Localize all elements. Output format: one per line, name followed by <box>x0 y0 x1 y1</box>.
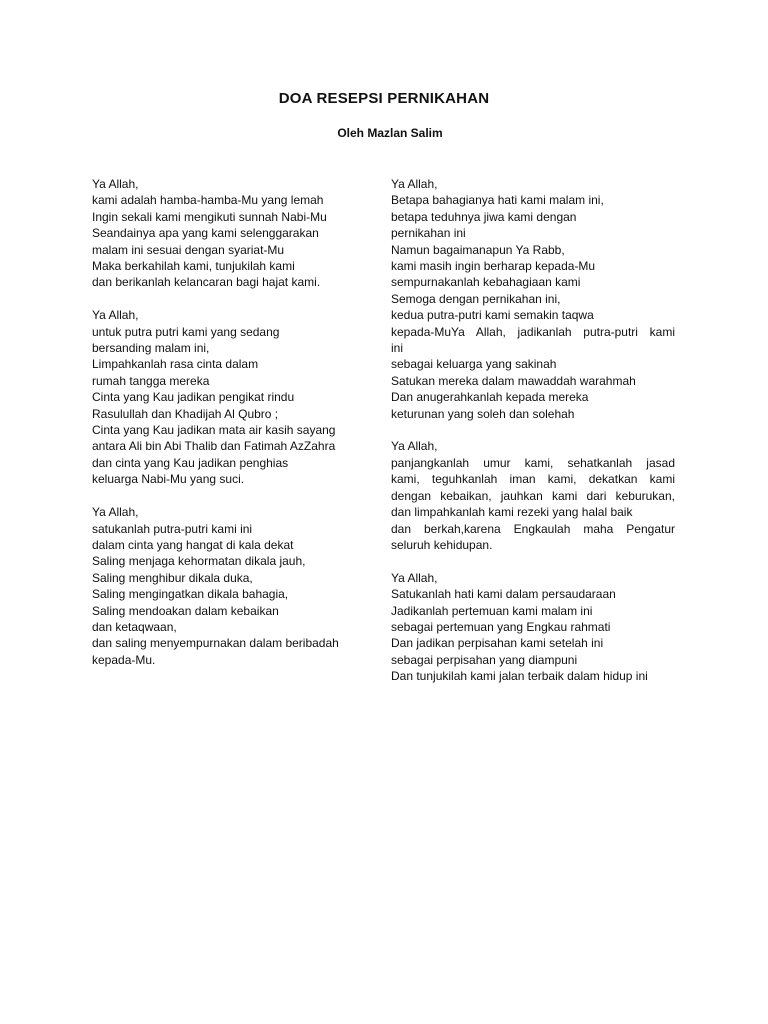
poem-line: rumah tangga mereka <box>92 373 210 388</box>
poem-line: Ya Allah, <box>92 177 139 191</box>
document-title: DOA RESEPSI PERNIKAHAN <box>278 90 490 107</box>
poem-line: malam ini sesuai dengan syariat-Mu <box>92 242 285 257</box>
poem-line: Saling mengingatkan dikala bahagia, <box>92 587 289 602</box>
poem-line: Namun bagaimanapun Ya Rabb, <box>391 242 565 257</box>
poem-line: kedua putra-putri kami semakin taqwa <box>391 308 594 323</box>
poem-line: Saling mendoakan dalam kebaikan <box>92 603 279 618</box>
stanza <box>391 176 675 422</box>
poem-line: dan berkah,karena Engkaulah maha Pengatur <box>391 521 675 536</box>
poem-line: Cinta yang Kau jadikan pengikat rindu <box>92 390 295 405</box>
poem-line: sebagai keluarga yang sakinah <box>391 357 557 372</box>
poem-line: Ya Allah, <box>391 439 438 454</box>
poem-line: dan saling menyempurnakan dalam beribadah <box>92 636 339 651</box>
poem-line: Satukan mereka dalam mawaddah warahmah <box>391 373 636 388</box>
poem-line: kami masih ingin berharap kepada-Mu <box>391 259 596 274</box>
left-column <box>92 176 377 685</box>
poem-line: dan cinta yang Kau jadikan penghias <box>92 455 289 470</box>
poem-line: satukanlah putra-putri kami ini <box>92 521 253 536</box>
poem-line: Saling menjaga kehormatan dikala jauh, <box>92 554 306 569</box>
poem-line: kami adalah hamba-hamba-Mu yang lemah <box>92 193 324 208</box>
poem-line: sempurnakanlah kebahagiaan kami <box>391 275 581 290</box>
poem-line: kepada-MuYa Allah, jadikanlah putra-putri kami <box>391 324 675 339</box>
poem-line: dan limpahkanlah kami rezeki yang halal baik <box>391 505 633 520</box>
poem-line: untuk putra putri kami yang sedang <box>92 324 280 339</box>
poem-line: ini <box>391 341 404 356</box>
poem-line: Ya Allah, <box>92 505 139 520</box>
poem-line: dengan kebaikan, jauhkan kami dari keburukan, <box>391 488 675 503</box>
poem-line: panjangkanlah umur kami, sehatkanlah jasad <box>391 455 675 470</box>
right-column <box>391 176 675 701</box>
poem-line: Dan jadikan perpisahan kami setelah ini <box>391 636 604 651</box>
poem-line: Jadikanlah pertemuan kami malam ini <box>391 603 593 618</box>
poem-line: Dan tunjukilah kami jalan terbaik dalam hidup ini <box>391 669 648 684</box>
poem-line: keluarga Nabi-Mu yang suci. <box>92 472 245 487</box>
poem-line: Ya Allah, <box>92 308 139 323</box>
stanza <box>391 570 675 685</box>
poem-line: Seandainya apa yang kami selenggarakan <box>92 226 319 241</box>
poem-line: pernikahan ini <box>391 226 466 241</box>
poem-line: dalam cinta yang hangat di kala dekat <box>92 537 294 552</box>
poem-line: Ya Allah, <box>391 177 438 191</box>
poem-line: antara Ali bin Abi Thalib dan Fatimah AzZahra <box>92 439 336 454</box>
poem-line: Cinta yang Kau jadikan mata air kasih sayang <box>92 423 336 438</box>
poem-line: sebagai perpisahan yang diampuni <box>391 652 578 667</box>
poem-line: betapa teduhnya jiwa kami dengan <box>391 209 577 224</box>
stanza <box>391 438 675 553</box>
poem-line: Satukanlah hati kami dalam persaudaraan <box>391 587 616 602</box>
poem-line: bersanding malam ini, <box>92 341 210 356</box>
poem-line: dan berikanlah kelancaran bagi hajat kami. <box>92 275 321 290</box>
poem-line: Maka berkahilah kami, tunjukilah kami <box>92 259 295 274</box>
stanza <box>92 176 377 291</box>
poem-line: kepada-Mu. <box>92 652 156 667</box>
poem-line: Saling menghibur dikala duka, <box>92 570 253 585</box>
poem-line: Betapa bahagianya hati kami malam ini, <box>391 193 604 208</box>
document-author: Oleh Mazlan Salim <box>337 126 443 140</box>
poem-line: Limpahkanlah rasa cinta dalam <box>92 357 259 372</box>
poem-line: sebagai pertemuan yang Engkau rahmati <box>391 619 611 634</box>
poem-line: Semoga dengan pernikahan ini, <box>391 291 561 306</box>
poem-line: seluruh kehidupan. <box>391 537 493 552</box>
poem-line: Dan anugerahkanlah kepada mereka <box>391 390 589 405</box>
poem-line: Ya Allah, <box>391 570 438 585</box>
poem-line: Ingin sekali kami mengikuti sunnah Nabi-Mu <box>92 209 327 224</box>
stanza <box>92 307 377 487</box>
poem-line: kami, teguhkanlah iman kami, dekatkan kami <box>391 472 675 487</box>
stanza <box>92 504 377 668</box>
poem-line: Rasulullah dan Khadijah Al Qubro ; <box>92 406 279 421</box>
poem-line: keturunan yang soleh dan solehah <box>391 406 575 421</box>
poem-line: dan ketaqwaan, <box>92 619 177 634</box>
